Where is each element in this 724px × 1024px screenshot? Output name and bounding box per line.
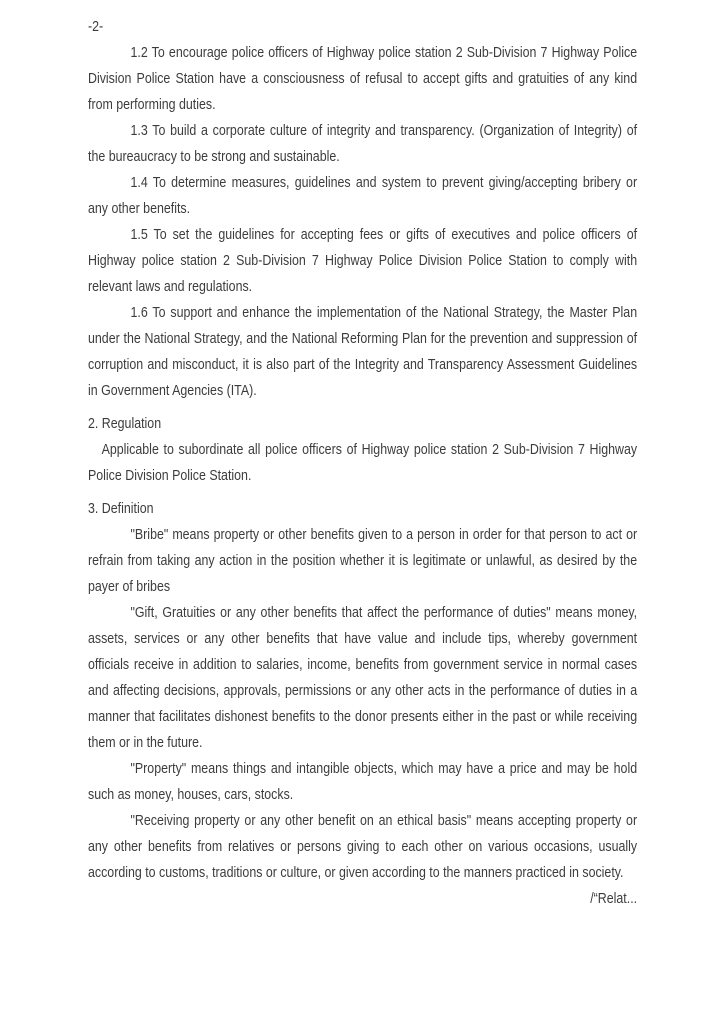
section-heading-regulation: 2. Regulation <box>88 416 162 432</box>
paragraph-1-5: 1.5 To set the guidelines for accepting fees or gifts of executives and police officers of Highway police station 2 Sub-Division 7 Highway Police Division Police Station to comply with relevant laws and regulations. <box>88 227 638 295</box>
paragraph-1-2: 1.2 To encourage police officers of Highway police station 2 Sub-Division 7 Highway Police Division Police Station have a consciousness of refusal to accept gifts and gratuities of any kind from performing duties. <box>88 45 638 113</box>
paragraph-1-4: 1.4 To determine measures, guidelines and system to prevent giving/accepting bribery or any other benefits. <box>88 175 638 217</box>
document-body <box>88 14 637 912</box>
continuation-mark: /“Relat... <box>590 891 638 907</box>
paragraph-1-3: 1.3 To build a corporate culture of integrity and transparency. (Organization of Integrity) of the bureaucracy to be strong and sustainable. <box>88 123 638 165</box>
page-number: -2- <box>88 19 104 35</box>
paragraph-1-6: 1.6 To support and enhance the implementation of the National Strategy, the Master Plan under the National Strategy, and the National Reforming Plan for the prevention and suppression of corruption and misconduct, it is also part of the Integrity and Transparency Assessment Guidelines in Government Agencies (ITA). <box>88 305 638 399</box>
paragraph-definition-bribe: "Bribe" means property or other benefits given to a person in order for that person to act or refrain from taking any action in the position whether it is legitimate or unlawful, as desired by the payer of bribes <box>88 527 638 595</box>
section-heading-definition: 3. Definition <box>88 501 154 517</box>
paragraph-regulation-scope: Applicable to subordinate all police officers of Highway police station 2 Sub-Division 7 Highway Police Division Police Station. <box>88 442 638 484</box>
paragraph-definition-property: "Property" means things and intangible objects, which may have a price and may be hold such as money, houses, cars, stocks. <box>88 761 638 803</box>
paragraph-definition-gift-gratuities: "Gift, Gratuities or any other benefits that affect the performance of duties" means money, assets, services or any other benefits that have value and include tips, whereby government officials receive in addition to salaries, income, benefits from government service in normal cases and affecting decisions, approvals, permissions or any other acts in the performance of duties in a manner that facilitates dishonest benefits to the donor presents either in the past or while receiving them or in the future. <box>88 605 638 751</box>
paragraph-definition-receiving-property: "Receiving property or any other benefit on an ethical basis" means accepting property or any other benefits from relatives or persons giving to each other on various occasions, usually according to customs, traditions or culture, or given according to the manners practiced in society. <box>88 813 638 881</box>
